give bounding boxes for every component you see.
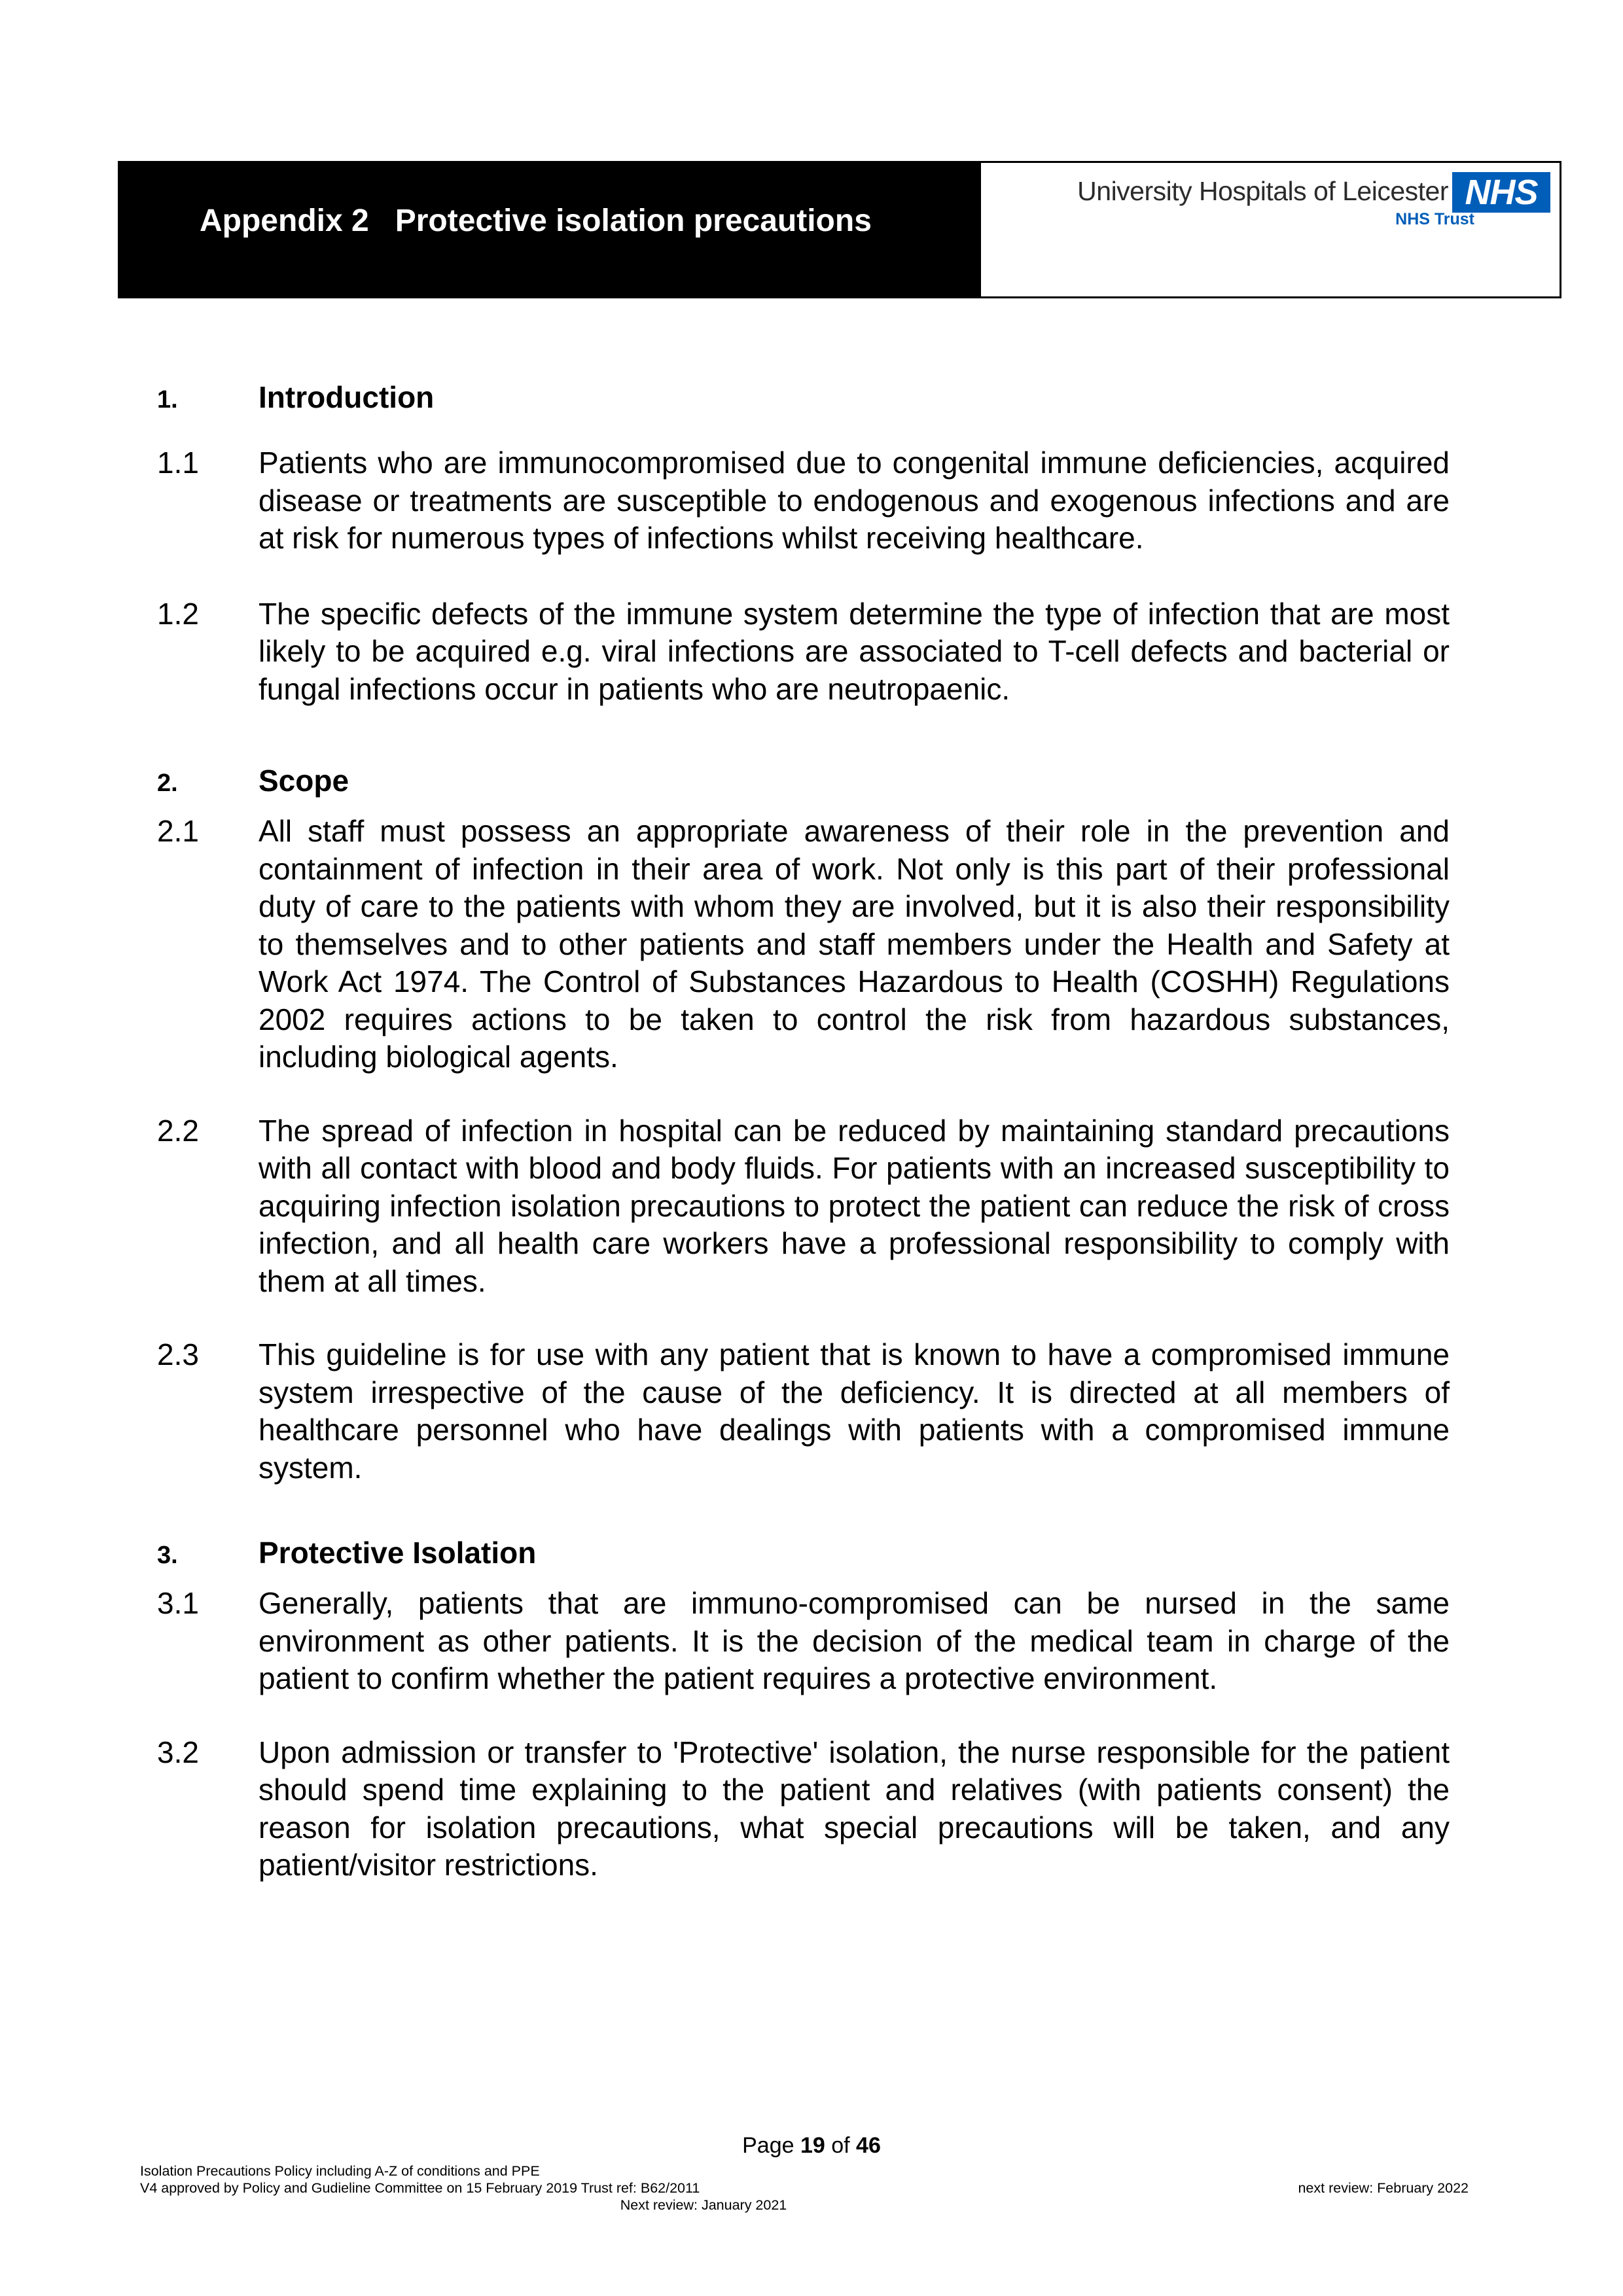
paragraph-number: 1.2 bbox=[157, 596, 199, 631]
paragraph-text: Upon admission or transfer to 'Protective' isolation, the nurse responsible for the patient should spend time explaining to the patient and relatives (with patients consent) the reason for isolation precautions, what special precautions will be taken, and any patient/visitor restrictions. bbox=[259, 1735, 1450, 1882]
paragraph bbox=[157, 1585, 1450, 1698]
page-prefix: Page bbox=[742, 2133, 800, 2158]
paragraph-text: The specific defects of the immune system determine the type of infection that are most likely to be acquired e.g. viral infections are associated to T-cell defects and bacterial or fungal infections occur in patients who are neutropaenic. bbox=[259, 596, 1450, 706]
paragraph-number: 2.1 bbox=[157, 814, 199, 848]
section-number: 3. bbox=[157, 1542, 178, 1569]
section-number: 2. bbox=[157, 769, 178, 797]
paragraph-number: 1.1 bbox=[157, 446, 199, 480]
header-title-panel bbox=[120, 163, 981, 296]
section-heading bbox=[157, 1535, 1450, 1570]
logo-org-name: University Hospitals of Leicester bbox=[1077, 176, 1448, 206]
appendix-title: Appendix 2 Protective isolation precautions bbox=[200, 203, 872, 238]
section-heading bbox=[157, 380, 1450, 415]
document-body bbox=[157, 380, 1450, 1884]
paragraph-text: Patients who are immunocompromised due to congenital immune deficiencies, acquired disease or treatments are susceptible to endogenous and exogenous infections and are at risk for numerous types of infections whilst receiving healthcare. bbox=[259, 446, 1450, 555]
paragraph bbox=[157, 595, 1450, 709]
paragraph bbox=[157, 444, 1450, 557]
paragraph-text: All staff must possess an appropriate awareness of their role in the prevention and containment of infection in their area of work. Not only is this part of their professional duty of care to the patients with whom they are involved, but it is also their responsibility to themselves and to other patients and staff members under the Health and Safety at Work Act 1974. The Control of Substances Hazardous to Health (COSHH) Regulations 2002 requires actions to be taken to control the risk from hazardous substances, including biological agents. bbox=[259, 814, 1450, 1074]
footer-next-review-center: Next review: January 2021 bbox=[620, 2197, 787, 2213]
footer-approval: V4 approved by Policy and Gudieline Committee on 15 February 2019 Trust ref: B62/2011 bbox=[140, 2180, 700, 2196]
paragraph bbox=[157, 813, 1450, 1076]
page-number bbox=[0, 2133, 1623, 2159]
page-current: 19 bbox=[800, 2133, 825, 2158]
page-total: 46 bbox=[856, 2133, 881, 2158]
paragraph bbox=[157, 1734, 1450, 1884]
paragraph bbox=[157, 1336, 1450, 1487]
paragraph-number: 3.2 bbox=[157, 1735, 199, 1769]
paragraph-text: This guideline is for use with any patient that is known to have a compromised immune system irrespective of the cause of the deficiency. It is directed at all members of healthcare personnel who have dealings with patients with a compromised immune system. bbox=[259, 1337, 1450, 1485]
logo-trust-text: NHS Trust bbox=[1395, 210, 1474, 228]
document-header bbox=[118, 161, 1561, 298]
page-of: of bbox=[825, 2133, 857, 2158]
section-title: Scope bbox=[259, 764, 349, 798]
section-title: Protective Isolation bbox=[259, 1536, 537, 1570]
paragraph-text: Generally, patients that are immuno-compromised can be nursed in the same environment as other patients. It is the decision of the medical team in charge of the patient to confirm whether the patient requires a protective environment. bbox=[259, 1586, 1450, 1695]
paragraph-number: 3.1 bbox=[157, 1586, 199, 1620]
section-number: 1. bbox=[157, 386, 178, 414]
paragraph-number: 2.3 bbox=[157, 1337, 199, 1371]
section-heading bbox=[157, 763, 1450, 798]
paragraph-text: The spread of infection in hospital can be reduced by maintaining standard precautions with all contact with blood and body fluids. For patients with an increased susceptibility to acquiring infection isolation precautions to protect the patient can reduce the risk of cross infection, and all health care workers have a professional responsibility to comply with them at all times. bbox=[259, 1113, 1450, 1298]
nhs-logo-icon: NHS bbox=[1452, 172, 1550, 213]
footer-policy-title: Isolation Precautions Policy including A-Z of conditions and PPE bbox=[140, 2163, 540, 2179]
section-title: Introduction bbox=[259, 380, 435, 414]
paragraph bbox=[157, 1112, 1450, 1301]
paragraph-number: 2.2 bbox=[157, 1113, 199, 1148]
trust-logo bbox=[981, 163, 1560, 296]
footer-next-review: next review: February 2022 bbox=[1298, 2180, 1469, 2196]
